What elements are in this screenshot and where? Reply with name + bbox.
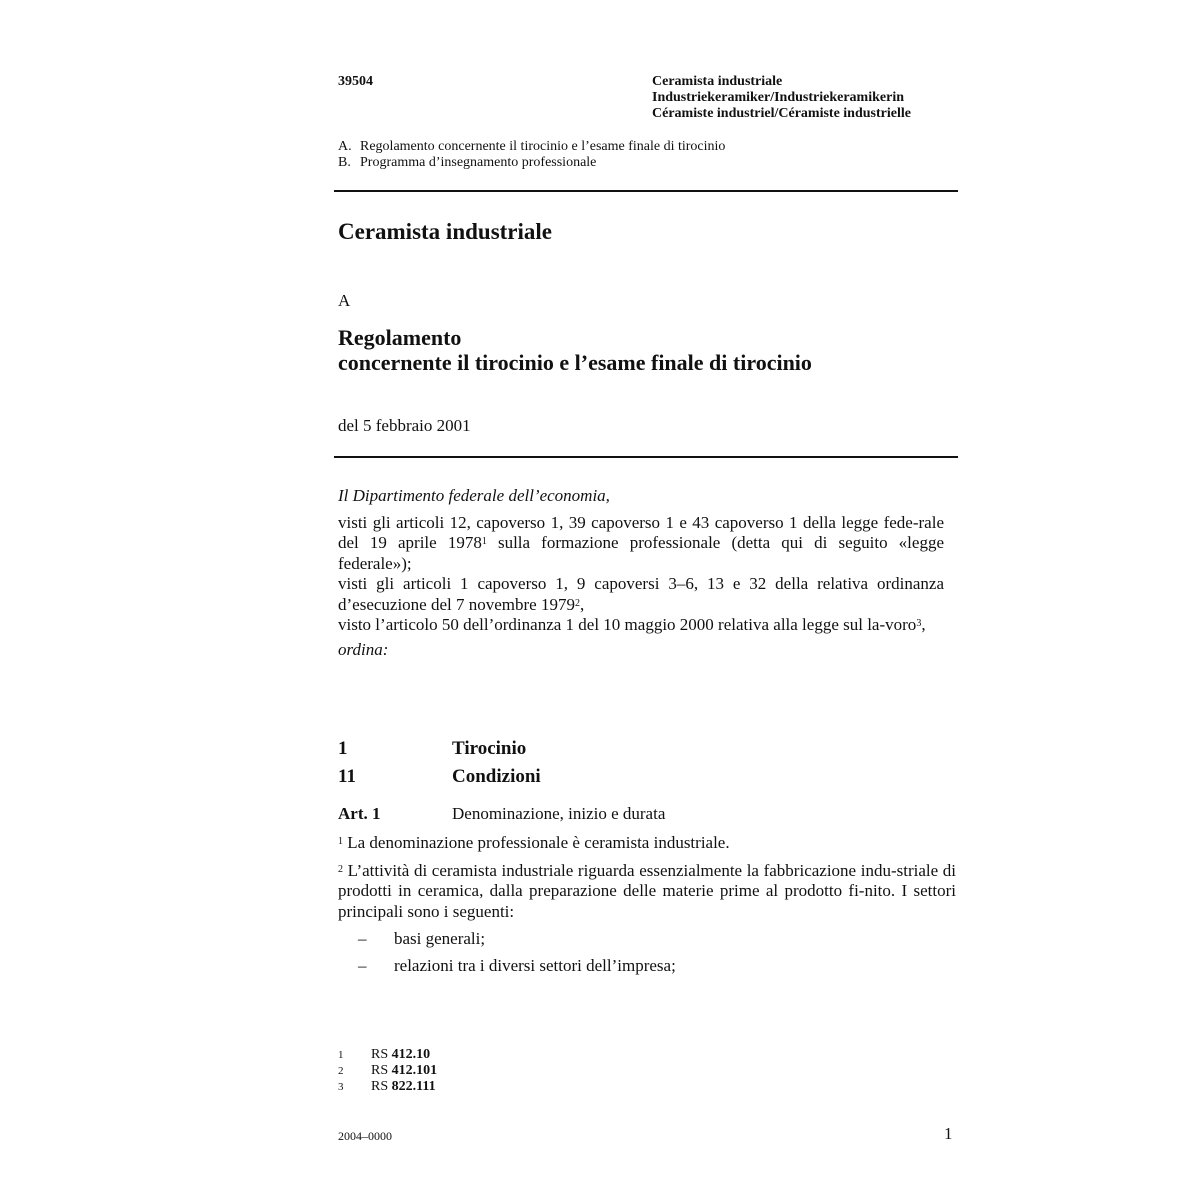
article-paragraph: $^1$ La denominazione professionale è ceramista industriale. bbox=[338, 833, 730, 852]
document-number: 39504 bbox=[338, 74, 373, 89]
scope-text: Programma d’insegnamento professionale bbox=[360, 155, 597, 170]
authority: Il Dipartimento federale dell’economia, bbox=[338, 486, 610, 505]
scope-list bbox=[338, 139, 725, 171]
header-title-fr: Céramiste industriel/Céramiste industrielle bbox=[652, 106, 911, 121]
header-title-it: Ceramista industriale bbox=[652, 74, 783, 89]
page-number: 1 bbox=[944, 1124, 953, 1143]
regulation-title-line: Regolamento bbox=[338, 325, 462, 350]
footnote bbox=[338, 1079, 437, 1095]
preamble-paragraph: visto l’articolo 50 dell’ordinanza 1 del 10 maggio 2000 relativa alla legge sul la-voro$^3$, bbox=[338, 615, 926, 634]
header-titles bbox=[652, 74, 911, 122]
section-heading bbox=[338, 766, 541, 794]
list-item bbox=[338, 929, 956, 950]
preamble-paragraph: visti gli articoli 12, capoverso 1, 39 capoverso 1 e 43 capoverso 1 della legge fede-rale del 19 aprile 1978$^1$ sulla formazione professionale (detta qui di seguito «legge federale»); bbox=[338, 512, 944, 573]
list-item bbox=[338, 956, 956, 977]
footnote-number: 2 bbox=[338, 1065, 344, 1077]
list-dash: – bbox=[358, 955, 367, 975]
article-heading bbox=[338, 804, 665, 824]
scope-item bbox=[338, 139, 725, 155]
footnote-text: RS 412.10 bbox=[371, 1047, 431, 1062]
footnote-ref: 1 bbox=[481, 536, 487, 547]
section-heading bbox=[338, 738, 541, 766]
article-number: Art. 1 bbox=[338, 804, 381, 823]
footnote-number: 1 bbox=[338, 1049, 344, 1061]
footnote-ref: 2 bbox=[574, 597, 580, 609]
regulation-date: del 5 febbraio 2001 bbox=[338, 416, 471, 435]
paragraph-number: 2 bbox=[338, 863, 343, 875]
article-paragraph: $^2$ L’attività di ceramista industriale riguarda essenzialmente la fabbricazione indu-striale di prodotti in ceramica, dalla preparazione delle materie prime al prodotto fi-nito. I settori principali sono i seguenti: bbox=[338, 860, 956, 921]
ordina: ordina: bbox=[338, 639, 389, 659]
preamble bbox=[338, 486, 944, 660]
footnotes bbox=[338, 1047, 437, 1095]
preamble-paragraph: visti gli articoli 1 capoverso 1, 9 capoversi 3–6, 13 e 32 della relativa ordinanza d’esecuzione del 7 novembre 1979$^2$, bbox=[338, 574, 944, 614]
section-title: Condizioni bbox=[452, 766, 541, 787]
footnote bbox=[338, 1047, 437, 1063]
footer-code: 2004–0000 bbox=[338, 1129, 392, 1143]
list-dash: – bbox=[358, 929, 367, 948]
section-number: 1 bbox=[338, 738, 348, 759]
footnote-text: RS 412.101 bbox=[371, 1063, 438, 1078]
scope-letter: A. bbox=[338, 139, 352, 154]
section-number: 11 bbox=[338, 766, 356, 787]
footnote-ref: 3 bbox=[916, 618, 922, 629]
footnote-number: 3 bbox=[338, 1081, 344, 1093]
regulation-title bbox=[338, 325, 812, 375]
section-title: Tirocinio bbox=[452, 738, 527, 759]
scope-letter: B. bbox=[338, 155, 351, 170]
article-title: Denominazione, inizio e durata bbox=[452, 804, 666, 823]
scope-item bbox=[338, 155, 725, 171]
part-letter: A bbox=[338, 291, 351, 310]
divider-top bbox=[334, 190, 958, 192]
divider-middle bbox=[334, 456, 958, 458]
list-text: basi generali; bbox=[394, 929, 486, 948]
scope-text: Regolamento concernente il tirocinio e l’esame finale di tirocinio bbox=[360, 139, 726, 154]
footnote bbox=[338, 1063, 437, 1079]
paragraph-number: 1 bbox=[338, 836, 343, 847]
article-body bbox=[338, 833, 956, 982]
regulation-title-line: concernente il tirocinio e l’esame finale di tirocinio bbox=[338, 350, 812, 375]
footnote-text: RS 822.111 bbox=[371, 1079, 436, 1094]
list-text: relazioni tra i diversi settori dell’impresa; bbox=[394, 955, 676, 975]
main-title: Ceramista industriale bbox=[338, 219, 553, 244]
section-headings bbox=[338, 738, 541, 794]
header-title-de: Industriekeramiker/Industriekeramikerin bbox=[652, 90, 904, 105]
